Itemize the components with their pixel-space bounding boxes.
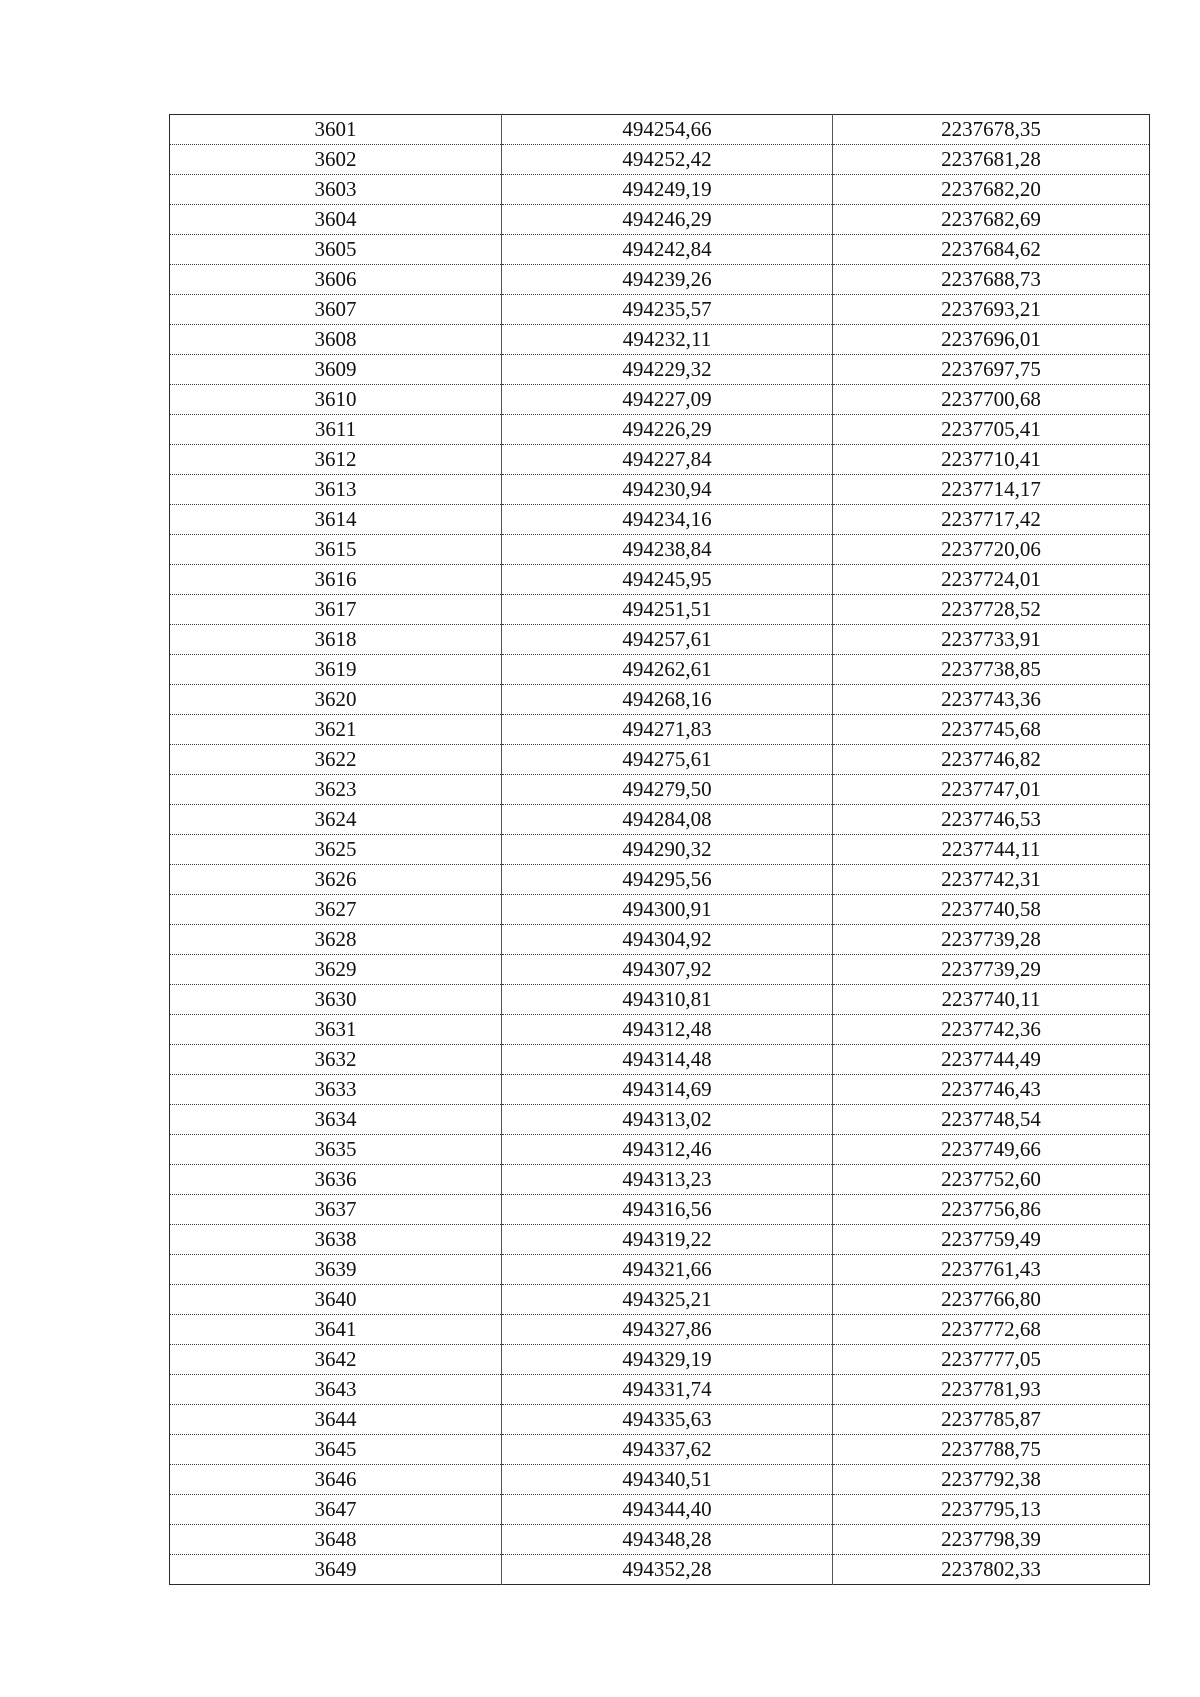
x-coordinate-cell: 494307,92 bbox=[502, 955, 833, 985]
y-coordinate-cell: 2237746,53 bbox=[833, 805, 1150, 835]
point-number-cell: 3628 bbox=[170, 925, 502, 955]
table-row bbox=[170, 865, 1150, 895]
x-coordinate-cell: 494254,66 bbox=[502, 115, 833, 145]
y-coordinate-cell: 2237795,13 bbox=[833, 1495, 1150, 1525]
y-coordinate-cell: 2237749,66 bbox=[833, 1135, 1150, 1165]
y-coordinate-cell: 2237693,21 bbox=[833, 295, 1150, 325]
x-coordinate-cell: 494271,83 bbox=[502, 715, 833, 745]
y-coordinate-cell: 2237781,93 bbox=[833, 1375, 1150, 1405]
x-coordinate-cell: 494284,08 bbox=[502, 805, 833, 835]
x-coordinate-cell: 494275,61 bbox=[502, 745, 833, 775]
table-row bbox=[170, 1345, 1150, 1375]
y-coordinate-cell: 2237746,82 bbox=[833, 745, 1150, 775]
x-coordinate-cell: 494251,51 bbox=[502, 595, 833, 625]
point-number-cell: 3644 bbox=[170, 1405, 502, 1435]
y-coordinate-cell: 2237682,20 bbox=[833, 175, 1150, 205]
table-row bbox=[170, 715, 1150, 745]
table-row bbox=[170, 475, 1150, 505]
y-coordinate-cell: 2237682,69 bbox=[833, 205, 1150, 235]
point-number-cell: 3624 bbox=[170, 805, 502, 835]
x-coordinate-cell: 494239,26 bbox=[502, 265, 833, 295]
y-coordinate-cell: 2237742,31 bbox=[833, 865, 1150, 895]
x-coordinate-cell: 494242,84 bbox=[502, 235, 833, 265]
table-row bbox=[170, 415, 1150, 445]
table-row bbox=[170, 1045, 1150, 1075]
y-coordinate-cell: 2237705,41 bbox=[833, 415, 1150, 445]
table-row bbox=[170, 1195, 1150, 1225]
y-coordinate-cell: 2237710,41 bbox=[833, 445, 1150, 475]
x-coordinate-cell: 494304,92 bbox=[502, 925, 833, 955]
point-number-cell: 3618 bbox=[170, 625, 502, 655]
x-coordinate-cell: 494325,21 bbox=[502, 1285, 833, 1315]
y-coordinate-cell: 2237678,35 bbox=[941, 117, 1041, 141]
y-coordinate-cell: 2237752,60 bbox=[833, 1165, 1150, 1195]
point-number-cell: 3619 bbox=[170, 655, 502, 685]
x-coordinate-cell: 494300,91 bbox=[502, 895, 833, 925]
point-number-cell: 3617 bbox=[170, 595, 502, 625]
table-row bbox=[170, 535, 1150, 565]
point-number-cell: 3616 bbox=[170, 565, 502, 595]
table-row bbox=[170, 175, 1150, 205]
point-number-cell: 3639 bbox=[170, 1255, 502, 1285]
table-row bbox=[170, 145, 1150, 175]
y-coordinate-cell: 2237785,87 bbox=[833, 1405, 1150, 1435]
point-number-cell: 3631 bbox=[170, 1015, 502, 1045]
x-coordinate-cell: 494313,23 bbox=[502, 1165, 833, 1195]
x-coordinate-cell: 494262,61 bbox=[502, 655, 833, 685]
y-coordinate-cell: 2237728,52 bbox=[833, 595, 1150, 625]
point-number-cell: 3610 bbox=[170, 385, 502, 415]
coordinates-table bbox=[169, 114, 1150, 1585]
point-number-cell: 3606 bbox=[170, 265, 502, 295]
x-coordinate-cell: 494229,32 bbox=[502, 355, 833, 385]
point-number-cell: 3626 bbox=[170, 865, 502, 895]
table-row bbox=[170, 1225, 1150, 1255]
table-row bbox=[170, 955, 1150, 985]
point-number-cell: 3640 bbox=[170, 1285, 502, 1315]
point-number-cell: 3638 bbox=[170, 1225, 502, 1255]
point-number-cell: 3635 bbox=[170, 1135, 502, 1165]
table-row bbox=[170, 1435, 1150, 1465]
point-number-cell: 3621 bbox=[170, 715, 502, 745]
y-coordinate-cell: 2237759,49 bbox=[833, 1225, 1150, 1255]
x-coordinate-cell: 494235,57 bbox=[502, 295, 833, 325]
y-coordinate-cell: 2237742,36 bbox=[833, 1015, 1150, 1045]
coordinates-table-body bbox=[170, 115, 1150, 1585]
point-number-cell: 3604 bbox=[170, 205, 502, 235]
point-number-cell: 3643 bbox=[170, 1375, 502, 1405]
y-coordinate-cell: 2237739,29 bbox=[833, 955, 1150, 985]
table-row bbox=[170, 985, 1150, 1015]
x-coordinate-cell: 494340,51 bbox=[502, 1465, 833, 1495]
x-coordinate-cell: 494331,74 bbox=[502, 1375, 833, 1405]
table-row bbox=[170, 355, 1150, 385]
table-row bbox=[170, 925, 1150, 955]
point-number-cell: 3601 bbox=[170, 115, 502, 145]
point-number-cell: 3613 bbox=[170, 475, 502, 505]
point-number-cell: 3634 bbox=[170, 1105, 502, 1135]
table-row bbox=[170, 1375, 1150, 1405]
table-row bbox=[170, 445, 1150, 475]
point-number-cell: 3623 bbox=[170, 775, 502, 805]
y-coordinate-cell: 2237743,36 bbox=[833, 685, 1150, 715]
table-row bbox=[170, 595, 1150, 625]
table-row bbox=[170, 835, 1150, 865]
y-coordinate-cell: 2237733,91 bbox=[833, 625, 1150, 655]
point-number-cell: 3642 bbox=[170, 1345, 502, 1375]
table-row bbox=[170, 1015, 1150, 1045]
x-coordinate-cell: 494246,29 bbox=[502, 205, 833, 235]
x-coordinate-cell: 494249,19 bbox=[502, 175, 833, 205]
y-coordinate-cell: 2237761,43 bbox=[833, 1255, 1150, 1285]
x-coordinate-cell: 494316,56 bbox=[502, 1195, 833, 1225]
y-coordinate-cell: 2237739,28 bbox=[833, 925, 1150, 955]
point-number-cell: 3647 bbox=[170, 1495, 502, 1525]
table-row bbox=[170, 1465, 1150, 1495]
x-coordinate-cell: 494348,28 bbox=[502, 1525, 833, 1555]
x-coordinate-cell: 494312,46 bbox=[502, 1135, 833, 1165]
y-coordinate-cell: 2237724,01 bbox=[833, 565, 1150, 595]
point-number-cell: 3649 bbox=[170, 1555, 502, 1585]
point-number-cell: 3625 bbox=[170, 835, 502, 865]
table-row bbox=[170, 325, 1150, 355]
y-coordinate-cell: 2237756,86 bbox=[833, 1195, 1150, 1225]
x-coordinate-cell: 494252,42 bbox=[502, 145, 833, 175]
x-coordinate-cell: 494227,84 bbox=[502, 445, 833, 475]
table-row bbox=[170, 1555, 1150, 1585]
table-row bbox=[170, 625, 1150, 655]
point-number-cell: 3608 bbox=[170, 325, 502, 355]
y-coordinate-cell: 2237746,43 bbox=[833, 1075, 1150, 1105]
x-coordinate-cell: 494234,16 bbox=[502, 505, 833, 535]
y-coordinate-cell: 2237740,11 bbox=[833, 985, 1150, 1015]
x-coordinate-cell: 494227,09 bbox=[502, 385, 833, 415]
y-coordinate-cell: 2237720,06 bbox=[833, 535, 1150, 565]
y-coordinate-cell: 2237792,38 bbox=[833, 1465, 1150, 1495]
y-coordinate-cell: 2237684,62 bbox=[833, 235, 1150, 265]
y-coordinate-cell: 2237700,68 bbox=[833, 385, 1150, 415]
point-number-cell: 3641 bbox=[170, 1315, 502, 1345]
table-row bbox=[170, 1075, 1150, 1105]
point-number-cell: 3614 bbox=[170, 505, 502, 535]
y-coordinate-cell: 2237772,68 bbox=[833, 1315, 1150, 1345]
point-number-cell: 3637 bbox=[170, 1195, 502, 1225]
table-row bbox=[170, 775, 1150, 805]
table-row bbox=[170, 295, 1150, 325]
table-row bbox=[170, 1495, 1150, 1525]
point-number-cell: 3632 bbox=[170, 1045, 502, 1075]
y-coordinate-cell: 2237744,11 bbox=[833, 835, 1150, 865]
table-row bbox=[170, 265, 1150, 295]
x-coordinate-cell: 494230,94 bbox=[502, 475, 833, 505]
point-number-cell: 3612 bbox=[170, 445, 502, 475]
point-number-cell: 3622 bbox=[170, 745, 502, 775]
point-number-cell: 3646 bbox=[170, 1465, 502, 1495]
y-coordinate-cell: 2237744,49 bbox=[833, 1045, 1150, 1075]
x-coordinate-cell: 494321,66 bbox=[502, 1255, 833, 1285]
point-number-cell: 3605 bbox=[170, 235, 502, 265]
x-coordinate-cell: 494327,86 bbox=[502, 1315, 833, 1345]
x-coordinate-cell: 494344,40 bbox=[502, 1495, 833, 1525]
x-coordinate-cell: 494245,95 bbox=[502, 565, 833, 595]
point-number-cell: 3636 bbox=[170, 1165, 502, 1195]
y-coordinate-cell: 2237696,01 bbox=[833, 325, 1150, 355]
y-coordinate-cell: 2237697,75 bbox=[833, 355, 1150, 385]
point-number-cell: 3645 bbox=[170, 1435, 502, 1465]
table-row bbox=[170, 205, 1150, 235]
x-coordinate-cell: 494226,29 bbox=[502, 415, 833, 445]
y-coordinate-cell: 2237681,28 bbox=[833, 145, 1150, 175]
x-coordinate-cell: 494312,48 bbox=[502, 1015, 833, 1045]
x-coordinate-cell: 494295,56 bbox=[502, 865, 833, 895]
x-coordinate-cell: 494232,11 bbox=[502, 325, 833, 355]
point-number-cell: 3602 bbox=[170, 145, 502, 175]
y-coordinate-cell: 2237714,17 bbox=[833, 475, 1150, 505]
point-number-cell: 3603 bbox=[170, 175, 502, 205]
y-coordinate-cell: 2237717,42 bbox=[833, 505, 1150, 535]
table-row bbox=[170, 895, 1150, 925]
x-coordinate-cell: 494314,69 bbox=[502, 1075, 833, 1105]
point-number-cell: 3633 bbox=[170, 1075, 502, 1105]
point-number-cell: 3629 bbox=[170, 955, 502, 985]
x-coordinate-cell: 494335,63 bbox=[502, 1405, 833, 1435]
point-number-cell: 3609 bbox=[170, 355, 502, 385]
table-row bbox=[170, 655, 1150, 685]
x-coordinate-cell: 494319,22 bbox=[502, 1225, 833, 1255]
x-coordinate-cell: 494310,81 bbox=[502, 985, 833, 1015]
x-coordinate-cell: 494238,84 bbox=[502, 535, 833, 565]
table-row bbox=[170, 565, 1150, 595]
x-coordinate-cell: 494257,61 bbox=[502, 625, 833, 655]
table-row bbox=[170, 685, 1150, 715]
y-coordinate-cell: 2237688,73 bbox=[833, 265, 1150, 295]
table-row bbox=[170, 385, 1150, 415]
y-coordinate-cell: 2237766,80 bbox=[833, 1285, 1150, 1315]
table-row bbox=[170, 235, 1150, 265]
table-row bbox=[170, 805, 1150, 835]
x-coordinate-cell: 494290,32 bbox=[502, 835, 833, 865]
table-row bbox=[170, 1255, 1150, 1285]
y-coordinate-cell: 2237738,85 bbox=[833, 655, 1150, 685]
table-row bbox=[170, 1405, 1150, 1435]
y-coordinate-cell: 2237745,68 bbox=[833, 715, 1150, 745]
point-number-cell: 3627 bbox=[170, 895, 502, 925]
y-coordinate-cell: 2237747,01 bbox=[833, 775, 1150, 805]
x-coordinate-cell: 494268,16 bbox=[502, 685, 833, 715]
y-coordinate-cell: 2237777,05 bbox=[833, 1345, 1150, 1375]
x-coordinate-cell: 494352,28 bbox=[502, 1555, 833, 1585]
y-coordinate-cell: 2237740,58 bbox=[833, 895, 1150, 925]
table-row bbox=[170, 1165, 1150, 1195]
x-coordinate-cell: 494329,19 bbox=[502, 1345, 833, 1375]
table-row bbox=[170, 745, 1150, 775]
point-number-cell: 3607 bbox=[170, 295, 502, 325]
y-coordinate-cell: 2237748,54 bbox=[833, 1105, 1150, 1135]
table-row bbox=[170, 1525, 1150, 1555]
x-coordinate-cell: 494337,62 bbox=[502, 1435, 833, 1465]
x-coordinate-cell: 494279,50 bbox=[502, 775, 833, 805]
table-row bbox=[170, 115, 1150, 145]
y-coordinate-cell: 2237788,75 bbox=[833, 1435, 1150, 1465]
table-row bbox=[170, 1105, 1150, 1135]
table-row bbox=[170, 505, 1150, 535]
table-row bbox=[170, 1285, 1150, 1315]
point-number-cell: 3615 bbox=[170, 535, 502, 565]
point-number-cell: 3611 bbox=[170, 415, 502, 445]
point-number-cell: 3620 bbox=[170, 685, 502, 715]
y-coordinate-cell: 2237802,33 bbox=[833, 1555, 1150, 1585]
x-coordinate-cell: 494314,48 bbox=[502, 1045, 833, 1075]
point-number-cell: 3648 bbox=[170, 1525, 502, 1555]
y-coordinate-cell: 2237798,39 bbox=[833, 1525, 1150, 1555]
table-row bbox=[170, 1135, 1150, 1165]
x-coordinate-cell: 494313,02 bbox=[502, 1105, 833, 1135]
point-number-cell: 3630 bbox=[170, 985, 502, 1015]
table-row bbox=[170, 1315, 1150, 1345]
